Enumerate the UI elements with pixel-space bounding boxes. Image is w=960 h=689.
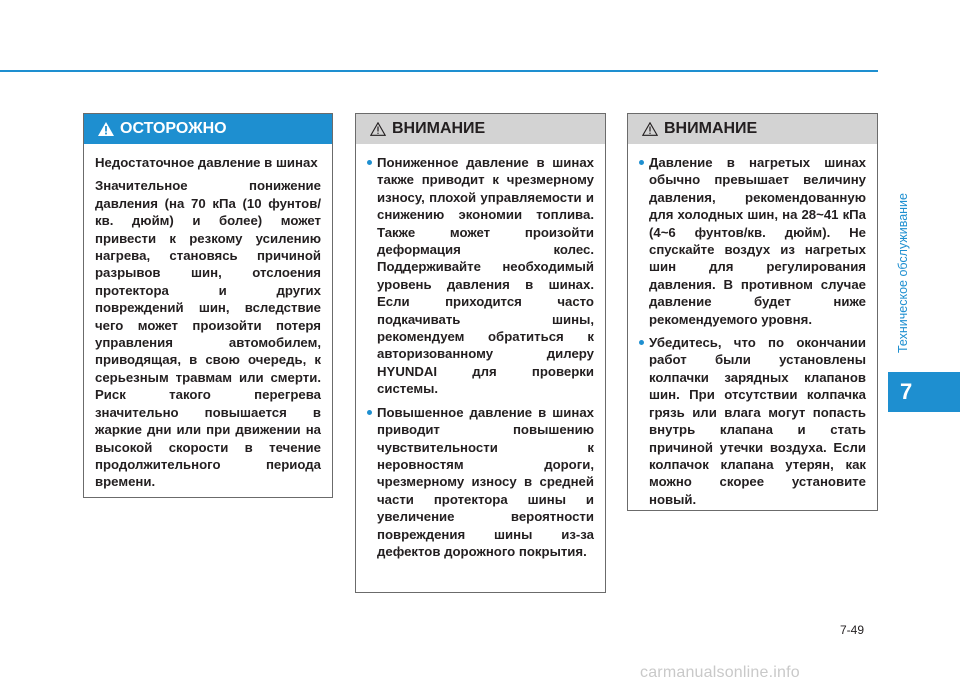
notice-box-2 bbox=[627, 113, 878, 511]
danger-box-title: ОСТОРОЖНО bbox=[120, 120, 227, 137]
danger-box-text: Значительное понижение давления (на 70 кПа (10 фунтов/кв. дюйм) и более) может привести к резкому усилению нагрева, становясь причиной разрывов шин, отслоения протектора и других повреждений шин, вследствие чего может произойти потеря управления автомобилем, приводящая, в свою очередь, к серьезным травмам или смерти. Риск такого перегрева значительно повышается в жаркие дни или при движении на высокой скорости в течение продолжительного периода времени. bbox=[95, 178, 321, 490]
top-rule bbox=[0, 70, 878, 72]
notice-box-2-item: Убедитесь, что по окончании работ были установлены колпачки зарядных клапанов шин. При отсутствии колпачка грязь или влага могут попасть внутрь клапана и стать причиной утечки воздуха. Если колпачок клапана утерян, как можно скорее установите новый. bbox=[639, 334, 866, 508]
danger-box-lead: Недостаточное давление в шинах bbox=[95, 155, 318, 170]
notice-box-2-body bbox=[628, 144, 877, 522]
chapter-tab: 7 bbox=[888, 372, 960, 412]
caution-triangle-icon bbox=[642, 122, 658, 136]
notice-box-2-item: Давление в нагретых шинах обычно превышает величину давления, рекомендованную для холодных шин, на 28~41 кПа (4~6 фунтов/кв. дюйм). Не спускайте воздух из нагретых шин для регулирования давления. В противном случае давление будет ниже рекомендуемого уровня. bbox=[639, 154, 866, 328]
page-number: 7-49 bbox=[840, 623, 865, 637]
danger-box-body bbox=[84, 144, 332, 505]
notice-box-1-item: Повышенное давление в шинах приводит повышению чувствительности к неровностям дороги, чрезмерному износу в средней части протектора шины и увеличение вероятности повреждения шины из-за дефектов дорожного покрытия. bbox=[367, 404, 594, 561]
section-title-text: Техническое обслуживание bbox=[896, 193, 910, 353]
warning-triangle-icon bbox=[98, 122, 114, 136]
section-side-title bbox=[888, 178, 918, 368]
notice-box-1-item: Пониженное давление в шинах также приводит к чрезмерному износу, плохой управляемости и снижению экономии топлива. Также может произойти деформация колес. Поддерживайте необходимый уровень давления в шинах. Если приходится часто подкачивать шины, рекомендуем обратиться к авторизованному дилеру HYUNDAI для проверки системы. bbox=[367, 154, 594, 398]
notice-box-1-header bbox=[356, 114, 605, 144]
watermark: carmanualsonline.info bbox=[640, 664, 800, 681]
danger-box bbox=[83, 113, 333, 498]
notice-box-1 bbox=[355, 113, 606, 593]
notice-box-2-header bbox=[628, 114, 877, 144]
caution-triangle-icon bbox=[370, 122, 386, 136]
notice-box-1-body bbox=[356, 144, 605, 574]
notice-box-2-title: ВНИМАНИЕ bbox=[664, 120, 758, 137]
danger-box-header bbox=[84, 114, 332, 144]
notice-box-1-title: ВНИМАНИЕ bbox=[392, 120, 486, 137]
